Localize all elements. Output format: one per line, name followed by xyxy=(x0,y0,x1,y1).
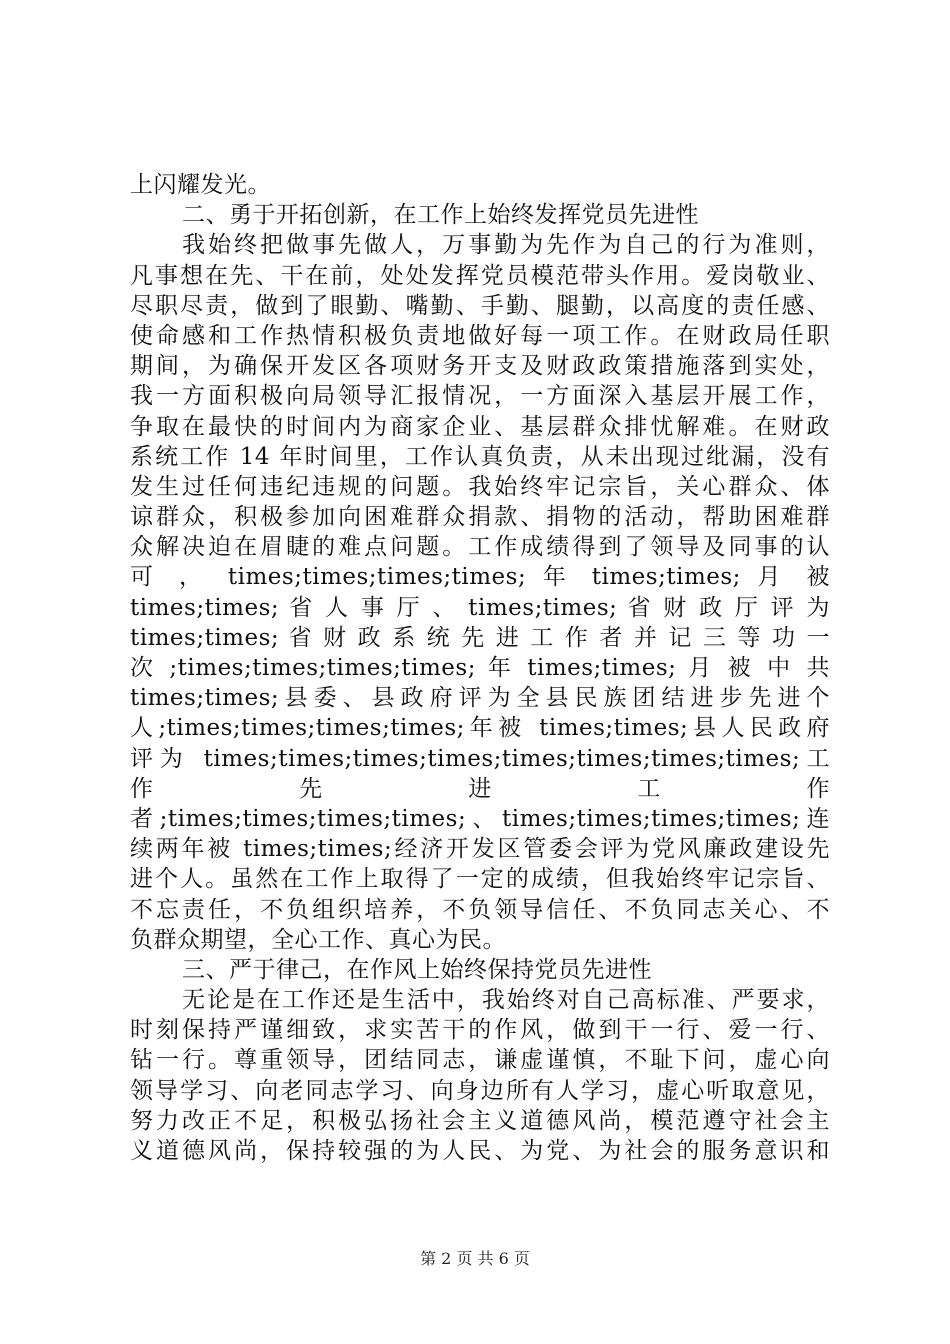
text-line: 负群众期望，全心工作、真心为民。 xyxy=(130,926,506,953)
text-line: 续两年被 times;times;经济开发区管委会评为党风廉政建设先 xyxy=(130,836,830,863)
text-line: 者;times;times;times;times;、times;times;times;times;连 xyxy=(130,805,830,832)
text-line: 我一方面积极向局领导汇报情况，一方面深入基层开展工作， xyxy=(130,383,830,410)
body-text xyxy=(130,170,830,1166)
text-line: 使命感和工作热情积极负责地做好每一项工作。在财政局任职 xyxy=(130,322,830,349)
text-line: 凡事想在先、干在前，处处发挥党员模范带头作用。爱岗敬业、 xyxy=(130,262,830,289)
text-line: 不忘责任，不负组织培养，不负领导信任、不负同志关心、不 xyxy=(130,896,830,923)
text-line: 谅群众，积极参加向困难群众捐款、捐物的活动，帮助困难群 xyxy=(130,504,830,531)
page-footer: 第 2 页 共 6 页 xyxy=(420,1249,530,1268)
text-line: 我始终把做事先做人，万事勤为先作为自己的行为准则， xyxy=(182,232,830,259)
text-line: 期间，为确保开发区各项财务开支及财政政策措施落到实处， xyxy=(130,353,830,380)
text-line: 人;times;times;times;times;年被 times;times;县人民政府 xyxy=(130,715,830,742)
text-line: 努力改正不足，积极弘扬社会主义道德风尚，模范遵守社会主 xyxy=(130,1107,830,1134)
text-line: 领导学习、向老同志学习、向身边所有人学习，虚心听取意见， xyxy=(130,1077,830,1104)
text-line: times;times;县委、县政府评为全县民族团结进步先进个 xyxy=(130,685,830,712)
text-line: 无论是在工作还是生活中，我始终对自己高标准、严要求， xyxy=(182,987,830,1014)
text-line: 尽职尽责，做到了眼勤、嘴勤、手勤、腿勤，以高度的责任感、 xyxy=(130,292,830,319)
text-line: 时刻保持严谨细致，求实苦干的作风，做到干一行、爱一行、 xyxy=(130,1017,830,1044)
text-line: times;times; 省 人 事 厅 、 times;times; 省 财 政 厅 评 为 xyxy=(130,594,830,621)
text-line: 钻一行。尊重领导，团结同志，谦虚谨慎，不耻下问，虚心向 xyxy=(130,1047,830,1074)
text-line: 可 ， times;times;times;times; 年 times;times; 月 被 xyxy=(130,564,830,591)
text-line: 义道德风尚，保持较强的为人民、为党、为社会的服务意识和 xyxy=(130,1138,830,1164)
text-line: 进个人。虽然在工作上取得了一定的成绩，但我始终牢记宗旨、 xyxy=(130,866,830,893)
text-line: 众解决迫在眉睫的难点问题。工作成绩得到了领导及同事的认 xyxy=(130,534,830,561)
text-line: 二、勇于开拓创新，在工作上始终发挥党员先进性 xyxy=(182,202,699,229)
text-line: 发生过任何违纪违规的问题。我始终牢记宗旨，关心群众、体 xyxy=(130,473,830,500)
text-line: 三、严于律己，在作风上始终保持党员先进性 xyxy=(182,956,652,983)
text-line: 次 ;times;times;times;times; 年 times;times; 月 被 中 共 xyxy=(130,655,830,681)
text-line: 上闪耀发光。 xyxy=(130,172,271,198)
text-line: 系统工作 14 年时间里，工作认真负责，从未出现过纰漏，没有 xyxy=(130,443,830,470)
text-line: 评为 times;times;times;times;times;times;times;times;工 xyxy=(130,745,830,772)
text-line: 作 先 进 工 作 xyxy=(130,775,830,802)
text-line: times;times; 省 财 政 系 统 先 进 工 作 者 并 记 三 等 功 一 xyxy=(130,624,830,651)
text-line: 争取在最快的时间内为商家企业、基层群众排忧解难。在财政 xyxy=(130,413,830,440)
